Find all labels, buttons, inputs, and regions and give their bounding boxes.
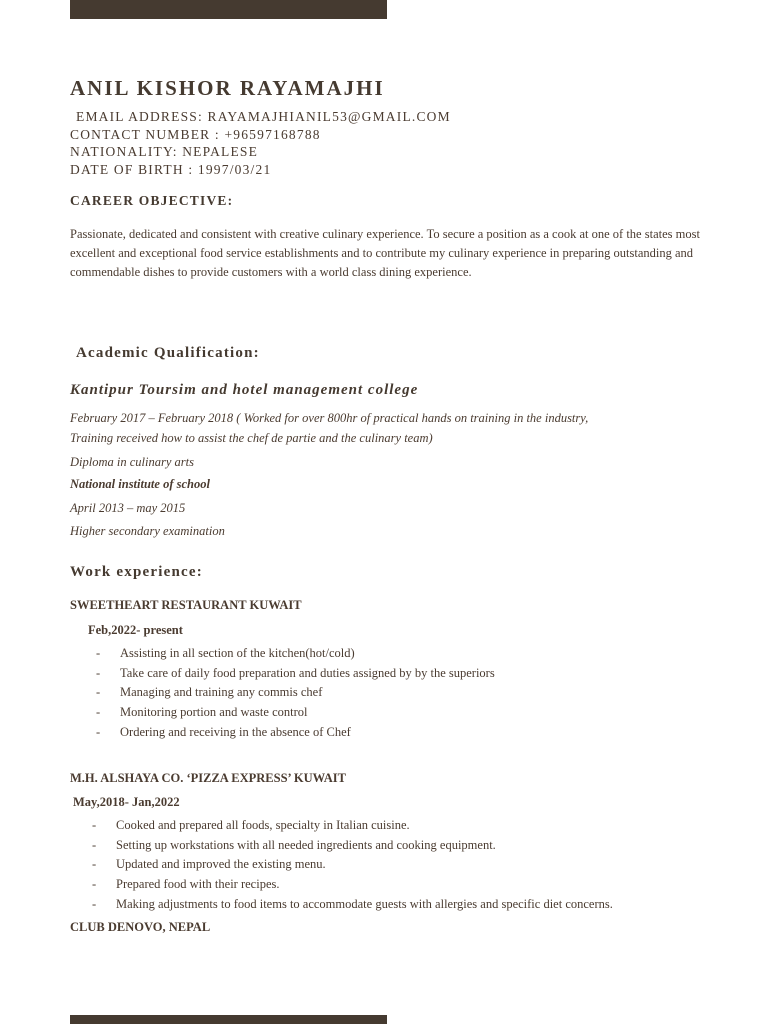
list-item [92,895,613,915]
school-period: April 2013 – may 2015 [70,501,186,515]
bullet-dash: - [92,877,97,892]
list-item [92,836,613,856]
contact-block [70,108,451,178]
bullet-dash: - [96,685,101,700]
bullet-dash: - [96,705,101,720]
email-address: EMAIL ADDRESS: RAYAMAJHIANIL53@GMAIL.COM [76,109,451,124]
career-objective-text: Passionate, dedicated and consistent with creative culinary experience. To secure a position as a cook at one of the states most excellent and exceptional food service establishments and to contribute my culinary experience in preparing outstanding and commendable dishes to provide customers with a world class dining experience. [70,227,700,279]
header-decorative-bar [70,0,387,19]
list-item [96,723,495,743]
duty-text: Managing and training any commis chef [120,685,323,700]
bullet-dash: - [92,818,97,832]
date-of-birth: DATE OF BIRTH : 1997/03/21 [70,161,272,177]
college-period-line-1: February 2017 – February 2018 ( Worked for over 800hr of practical hands on training in the industry, [70,411,589,425]
list-item [96,683,495,703]
bullet-dash: - [96,724,101,739]
duty-text: Ordering and receiving in the absence of Chef [120,724,351,739]
bullet-dash: - [96,646,101,660]
college-period [70,408,588,448]
academic-qualification-heading: Academic Qualification: [76,345,260,361]
bullet-dash: - [92,857,97,872]
bullet-dash: - [96,665,101,680]
college-name: Kantipur Toursim and hotel management college [70,382,419,398]
bullet-dash: - [92,837,97,852]
school-exam: Higher secondary examination [70,524,225,538]
employer-name: SWEETHEART RESTAURANT KUWAIT [70,598,302,612]
footer-decorative-bar [70,1015,387,1024]
duty-text: Prepared food with their recipes. [116,877,280,892]
work-experience-heading: Work experience: [70,564,203,580]
nationality: NATIONALITY: NEPALESE [70,144,259,159]
list-item [96,703,495,723]
diploma: Diploma in culinary arts [70,455,194,469]
employer-name: CLUB DENOVO, NEPAL [70,920,211,934]
list-item [92,816,613,836]
school-name: National institute of school [70,477,210,491]
contact-number: CONTACT NUMBER : +96597168788 [70,126,321,142]
employment-period: Feb,2022- present [88,623,183,637]
career-objective-heading: CAREER OBJECTIVE: [70,193,234,208]
employment-period: May,2018- Jan,2022 [73,795,180,809]
list-item [96,664,495,684]
candidate-name: ANIL KISHOR RAYAMAJHI [70,76,385,100]
employer-name: M.H. ALSHAYA CO. ‘PIZZA EXPRESS’ KUWAIT [70,771,346,785]
duty-text: Take care of daily food preparation and duties assigned by by the superiors [120,665,495,680]
duty-text: Updated and improved the existing menu. [116,857,326,872]
college-period-line-2: Training received how to assist the chef de partie and the culinary team) [70,431,433,445]
list-item [92,855,613,875]
duty-text: Making adjustments to food items to accommodate guests with allergies and specific diet concerns. [116,896,613,911]
duty-text: Setting up workstations with all needed ingredients and cooking equipment. [116,837,496,852]
duty-list [96,644,495,743]
duty-text: Cooked and prepared all foods, specialty in Italian cuisine. [116,818,410,832]
list-item [96,644,495,664]
duty-text: Assisting in all section of the kitchen(hot/cold) [120,646,355,660]
list-item [92,875,613,895]
bullet-dash: - [92,896,97,911]
duty-text: Monitoring portion and waste control [120,705,308,720]
duty-list [92,816,613,915]
